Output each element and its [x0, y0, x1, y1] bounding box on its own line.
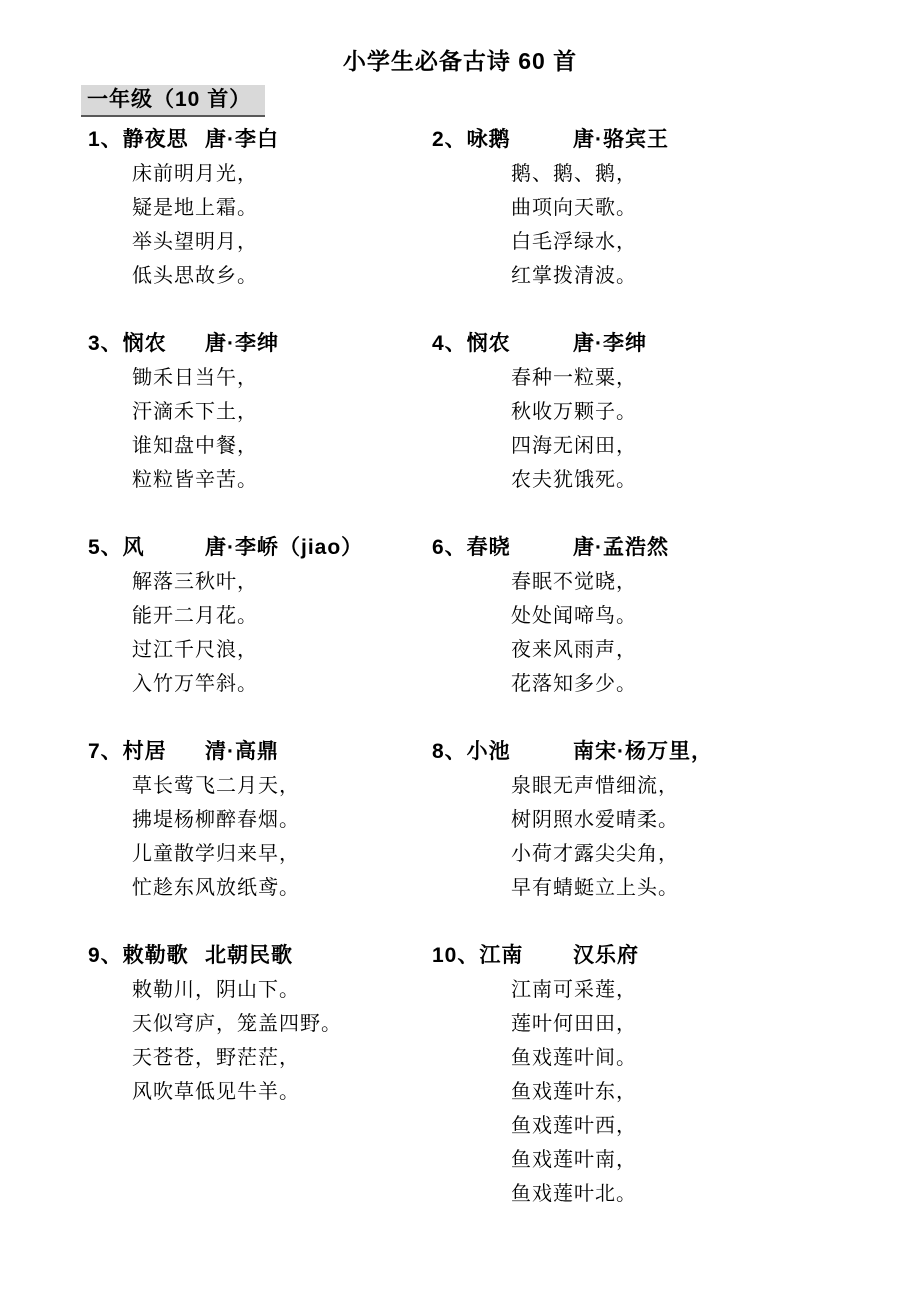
- poem-number-title: 1、静夜思: [88, 128, 189, 151]
- poem-body: [88, 565, 432, 701]
- poem-line: 树阴照水爱晴柔。: [511, 809, 679, 831]
- poem-heading: [432, 531, 920, 565]
- poem-body: [432, 973, 920, 1211]
- poem-line: 鱼戏莲叶西，: [511, 1115, 637, 1137]
- poem-number-title: 5、风: [88, 536, 145, 559]
- poem-heading: [432, 939, 920, 973]
- poem-line: 拂堤杨柳醉春烟。: [132, 809, 300, 831]
- poem-body: [432, 361, 920, 497]
- poem-line: 谁知盘中餐，: [132, 435, 258, 457]
- poem-author: 唐·孟浩然: [573, 536, 669, 559]
- poem-line: 鱼戏莲叶间。: [511, 1047, 637, 1069]
- section-heading-wrap: [81, 85, 920, 119]
- poem-line: 忙趁东风放纸鸢。: [132, 877, 300, 899]
- poem-body: [432, 769, 920, 905]
- poem-author: 唐·李绅: [573, 332, 647, 355]
- poem-line: 泉眼无声惜细流，: [511, 775, 679, 797]
- poem-number-title: 2、咏鹅: [432, 128, 511, 151]
- poem-line: 粒粒皆辛苦。: [132, 469, 258, 491]
- section-heading: 一年级（10 首）: [81, 85, 265, 117]
- poem-line: 早有蜻蜓立上头。: [511, 877, 679, 899]
- poem-line: 汗滴禾下土，: [132, 401, 258, 423]
- poem-block-6: [432, 531, 920, 701]
- poem-line: 春眠不觉晓，: [511, 571, 637, 593]
- poem-line: 小荷才露尖尖角，: [511, 843, 679, 865]
- poem-heading: [88, 735, 432, 769]
- poem-line: 天苍苍，野茫茫，: [132, 1047, 300, 1069]
- poem-line: 莲叶何田田，: [511, 1013, 637, 1035]
- poem-block-10: [432, 939, 920, 1211]
- poem-grid: [0, 123, 920, 1211]
- poem-line: 鹅、鹅、鹅，: [511, 163, 637, 185]
- poem-row: [88, 735, 920, 905]
- poem-line: 曲项向天歌。: [511, 197, 637, 219]
- poem-heading: [432, 735, 920, 769]
- poem-line: 低头思故乡。: [132, 265, 258, 287]
- poem-heading: [432, 123, 920, 157]
- poem-block-8: [432, 735, 920, 905]
- poem-body: [432, 157, 920, 293]
- poem-author: 汉乐府: [573, 944, 639, 967]
- poem-body: [88, 361, 432, 497]
- poem-block-4: [432, 327, 920, 497]
- poem-line: 过江千尺浪，: [132, 639, 258, 661]
- poem-author: 唐·李峤（jiao）: [205, 536, 364, 559]
- poem-body: [88, 769, 432, 905]
- poem-row: [88, 327, 920, 497]
- poem-block-5: [88, 531, 432, 701]
- poem-line: 白毛浮绿水，: [511, 231, 637, 253]
- poem-line: 能开二月花。: [132, 605, 258, 627]
- poem-line: 风吹草低见牛羊。: [132, 1081, 300, 1103]
- poem-author: 北朝民歌: [205, 944, 293, 967]
- poem-line: 四海无闲田，: [511, 435, 637, 457]
- poem-line: 锄禾日当午，: [132, 367, 258, 389]
- poem-body: [88, 973, 432, 1109]
- poem-author: 清·高鼎: [205, 740, 279, 763]
- poem-block-3: [88, 327, 432, 497]
- poem-row: [88, 531, 920, 701]
- poem-heading: [88, 123, 432, 157]
- poem-heading: [88, 939, 432, 973]
- poem-heading: [88, 327, 432, 361]
- poem-block-1: [88, 123, 432, 293]
- poem-line: 鱼戏莲叶北。: [511, 1183, 637, 1205]
- poem-line: 敕勒川，阴山下。: [132, 979, 300, 1001]
- poem-author: 南宋·杨万里，: [573, 740, 713, 763]
- poem-line: 床前明月光，: [132, 163, 258, 185]
- poem-block-9: [88, 939, 432, 1211]
- page-title: 小学生必备古诗 60 首: [342, 48, 578, 74]
- poem-number-title: 6、春晓: [432, 536, 511, 559]
- poem-number-title: 7、村居: [88, 740, 167, 763]
- poem-line: 夜来风雨声，: [511, 639, 637, 661]
- poem-body: [88, 157, 432, 293]
- poem-line: 春种一粒粟，: [511, 367, 637, 389]
- poem-row: [88, 123, 920, 293]
- poem-line: 花落知多少。: [511, 673, 637, 695]
- poem-heading: [88, 531, 432, 565]
- poem-line: 解落三秋叶，: [132, 571, 258, 593]
- poem-line: 举头望明月，: [132, 231, 258, 253]
- poem-body: [432, 565, 920, 701]
- poem-author: 唐·李绅: [205, 332, 279, 355]
- poem-line: 红掌拨清波。: [511, 265, 637, 287]
- poem-number-title: 4、悯农: [432, 332, 511, 355]
- poem-line: 鱼戏莲叶东，: [511, 1081, 637, 1103]
- poem-line: 草长莺飞二月天，: [132, 775, 300, 797]
- poem-line: 处处闻啼鸟。: [511, 605, 637, 627]
- poem-line: 农夫犹饿死。: [511, 469, 637, 491]
- poem-block-7: [88, 735, 432, 905]
- poem-author: 唐·李白: [205, 128, 279, 151]
- poem-number-title: 10、江南: [432, 944, 524, 967]
- poem-line: 秋收万颗子。: [511, 401, 637, 423]
- poem-line: 天似穹庐，笼盖四野。: [132, 1013, 342, 1035]
- poem-line: 疑是地上霜。: [132, 197, 258, 219]
- poem-block-2: [432, 123, 920, 293]
- poem-heading: [432, 327, 920, 361]
- poem-number-title: 9、敕勒歌: [88, 944, 189, 967]
- poem-number-title: 8、小池: [432, 740, 511, 763]
- poem-line: 入竹万竿斜。: [132, 673, 258, 695]
- poem-number-title: 3、悯农: [88, 332, 167, 355]
- poem-author: 唐·骆宾王: [573, 128, 669, 151]
- poem-line: 鱼戏莲叶南，: [511, 1149, 637, 1171]
- poem-line: 江南可采莲，: [511, 979, 637, 1001]
- poem-line: 儿童散学归来早，: [132, 843, 300, 865]
- poem-row: [88, 939, 920, 1211]
